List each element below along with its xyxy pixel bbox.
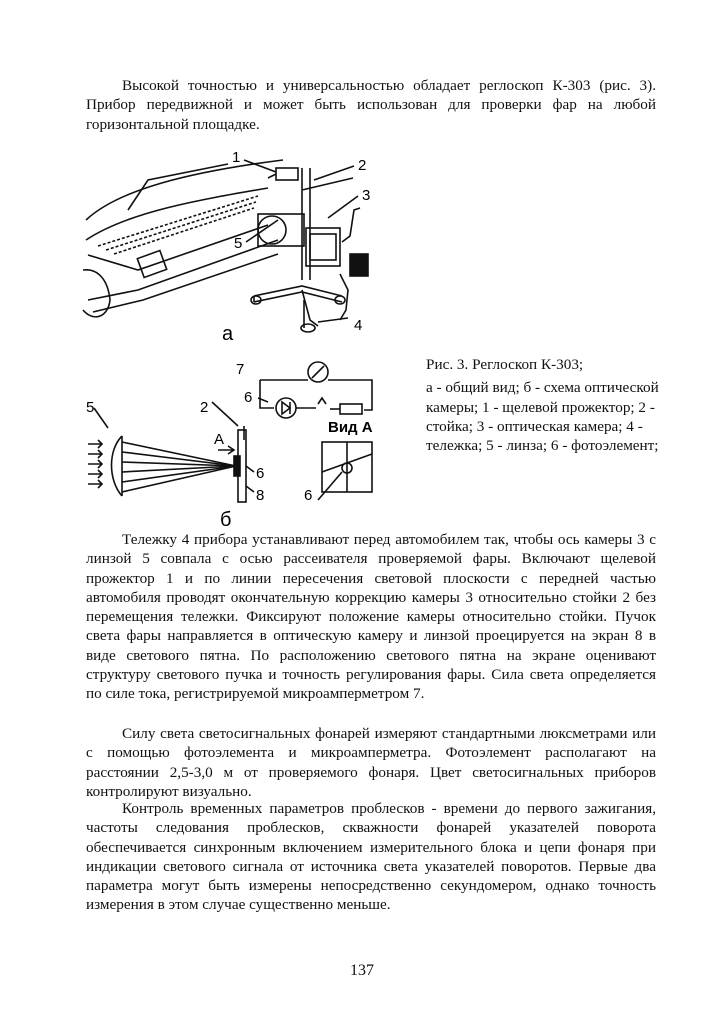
paragraph-intro: Высокой точностью и универсальностью обладает реглоскоп К-303 (рис. 3). Прибор передвижной и может быть использован для проверки фар на любой горизонтальной площадке. <box>86 77 656 133</box>
sublabel-b: б <box>220 509 232 530</box>
label-view-a: Вид А <box>328 419 373 436</box>
label-a-5: 5 <box>234 235 243 252</box>
label-b-6-mid: 6 <box>256 465 265 482</box>
label-a-2: 2 <box>358 157 367 174</box>
illustration-general-view <box>83 160 371 332</box>
paragraph-signal-lights: Силу света светосигнальных фонарей измеряют стандартными люксметрами или с помощью фотоэлемента и микроамперметра. Фотоэлемент располагают на расстоянии 2,5-3,0 м от проверяемого фонаря. Цвет светосигнальных приборов контролируют визуально. <box>86 725 656 800</box>
caption-body: а - общий вид; б - схема оптической камеры; 1 - щелевой прожектор; 2 - стойка; 3 - оптическая камера; 4 - тележка; 5 - линза; 6 - фотоэлемент; <box>426 379 659 455</box>
figure-caption <box>426 355 662 493</box>
label-a-3: 3 <box>362 187 371 204</box>
paragraph-procedure: Тележку 4 прибора устанавливают перед автомобилем так, чтобы ось камеры 3 с линзой 5 совпала с осью рассеивателя проверяемой фары. Включают щелевой прожектор 1 и по линии пересечения световой плоскости с передней частью автомобиля проводят окончательную коррекцию камеры 3 относительно стойки 2 без перемещения тележки. Фиксируют положение камеры относительно стойки. Пучок света фары направляется в оптическую камеру и линзой проецируется на экран 8 в виде светового пятна. По расположению светового пятна на экране оценивают структуру светового пучка и точность регулирования фары. Сила света определяется по силе тока, регистрируемой микроамперметром 7. <box>86 531 656 703</box>
caption-title: Рис. 3. Реглоскоп К-303; <box>426 356 584 373</box>
label-b-7: 7 <box>236 361 245 378</box>
label-b-6-view: 6 <box>304 487 313 504</box>
label-a-1: 1 <box>232 150 241 166</box>
label-a-4: 4 <box>354 317 363 334</box>
label-b-arrow-a: А <box>214 431 225 448</box>
figure-reglosсope <box>78 150 418 530</box>
page-number: 137 <box>350 962 374 979</box>
label-b-6-top: 6 <box>244 389 253 406</box>
sublabel-a: а <box>222 323 234 345</box>
paragraph-flash-timing: Контроль временных параметров проблесков - времени до первого зажигания, частоты следования проблесков, скважности фонарей указателей поворота обеспечивается синхронным включением измерительного блока и цепи фонаря при индикации светового сигнала от источника света указателей поворотов. Первые два параметра могут быть измерены непосредственно секундомером, однако точность измерения в этом случае существенно меньше. <box>86 800 656 914</box>
label-b-5: 5 <box>86 399 95 416</box>
label-b-2: 2 <box>200 399 209 416</box>
label-b-8: 8 <box>256 487 265 504</box>
